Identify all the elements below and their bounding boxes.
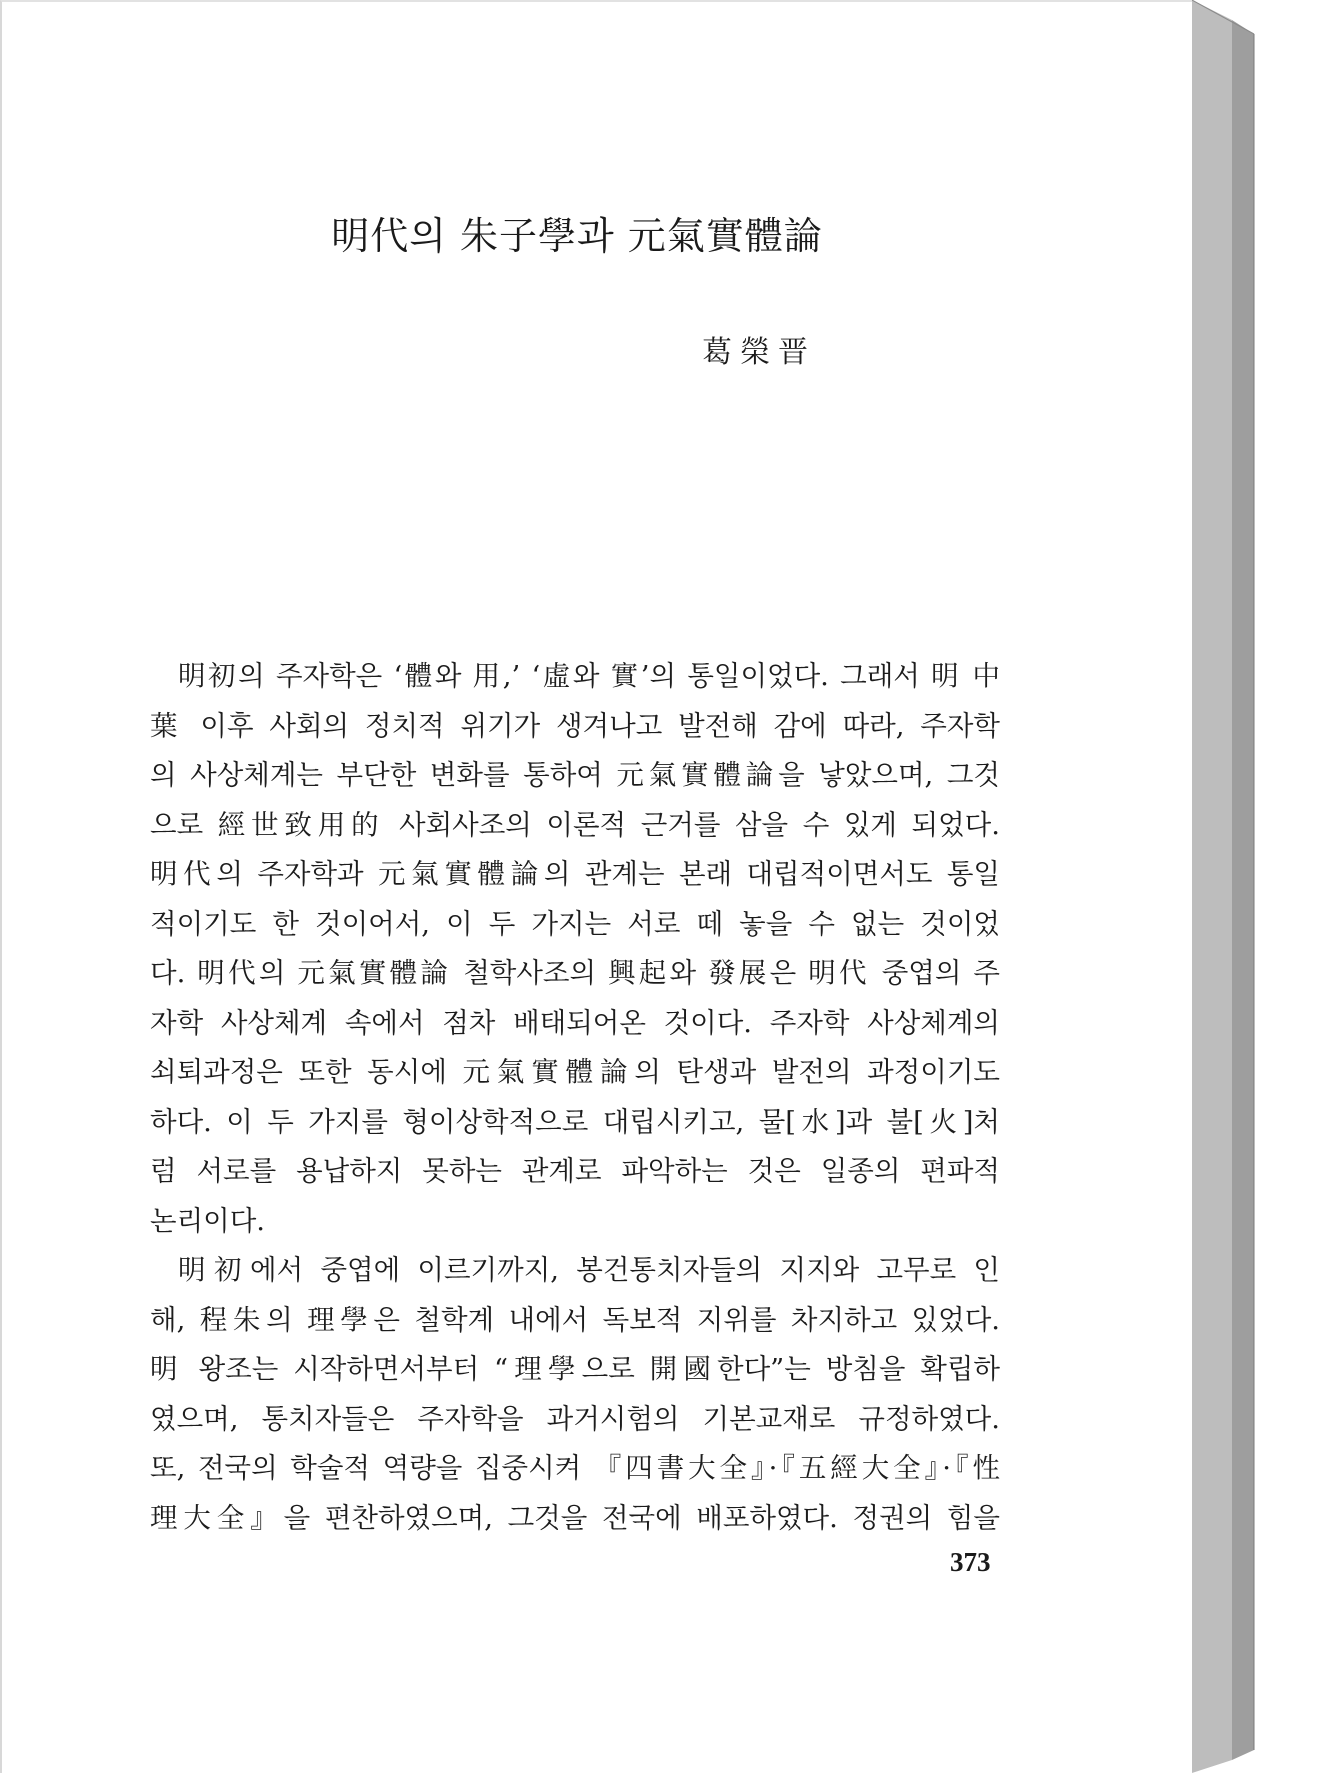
text-line: 자학 사상체계 속에서 점차 배태되어온 것이다. 주자학 사상체계의: [150, 1006, 1000, 1039]
text-line: 였으며, 통치자들은 주자학을 과거시험의 기본교재로 규정하였다.: [150, 1402, 1000, 1435]
text-line: 또, 전국의 학술적 역량을 집중시켜 『四書大全』·『五經大全』·『性: [150, 1452, 1000, 1484]
body-text: [150, 652, 1000, 1543]
book-page-edge: [1192, 0, 1274, 1773]
article-title: 明代의 朱子學과 元氣實體論: [331, 214, 823, 258]
text-line: 논리이다.: [150, 1204, 266, 1237]
text-line: 葉 이후 사회의 정치적 위기가 생겨나고 발전해 감에 따라, 주자학: [150, 709, 1000, 742]
page-number: 373: [950, 1547, 991, 1577]
text-line: 으로 經世致用的 사회사조의 이론적 근거를 삼을 수 있게 되었다.: [150, 808, 1000, 841]
author-name: 葛榮晋: [702, 335, 816, 370]
text-line: 럼 서로를 용납하지 못하는 관계로 파악하는 것은 일종의 편파적: [150, 1155, 1000, 1187]
text-line: 明 왕조는 시작하면서부터 “理學으로 開國한다”는 방침을 확립하: [150, 1353, 1000, 1385]
text-line: 다. 明代의 元氣實體論 철학사조의 興起와 發展은 明代 중엽의 주: [150, 957, 1000, 989]
text-line: 明初의 주자학은 ‘體와 用,’ ‘虛와 實’의 통일이었다. 그래서 明 中: [178, 660, 1000, 692]
text-line: 해, 程朱의 理學은 철학계 내에서 독보적 지위를 차지하고 있었다.: [150, 1303, 1000, 1336]
text-line: 쇠퇴과정은 또한 동시에 元氣實體論의 탄생과 발전의 과정이기도: [150, 1056, 1000, 1088]
text-line: 明初에서 중엽에 이르기까지, 봉건통치자들의 지지와 고무로 인: [178, 1254, 1000, 1286]
text-line: 하다. 이 두 가지를 형이상학적으로 대립시키고, 물[水]과 불[火]처: [150, 1105, 1000, 1138]
text-line: 의 사상체계는 부단한 변화를 통하여 元氣實體論을 낳았으며, 그것: [150, 759, 1000, 791]
text-line: 明代의 주자학과 元氣實體論의 관계는 본래 대립적이면서도 통일: [150, 858, 1000, 890]
text-line: 적이기도 한 것이어서, 이 두 가지는 서로 떼 놓을 수 없는 것이었: [150, 907, 1000, 940]
text-line: 理大全』을 편찬하였으며, 그것을 전국에 배포하였다. 정권의 힘을: [150, 1501, 1000, 1534]
